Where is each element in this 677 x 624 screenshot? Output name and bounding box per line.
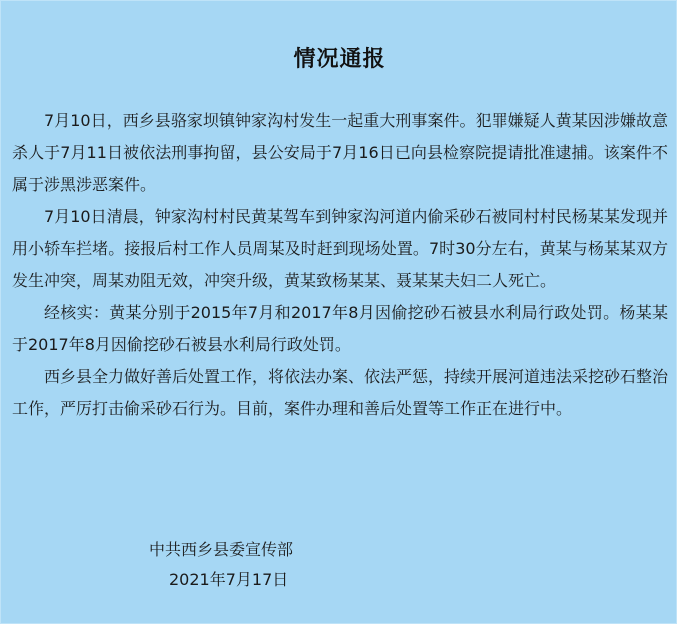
paragraph-case-summary: 7月10日，西乡县骆家坝镇钟家沟村发生一起重大刑事案件。犯罪嫌疑人黄某因涉嫌故意杀人于7月11日被依法刑事拘留，县公安局于7月16日已向县检察院提请批准逮捕。该案件不属于涉黑涉恶案件。	[12, 111, 668, 194]
paragraph-verification: 经核实：黄某分别于2015年7月和2017年8月因偷挖砂石被县水利局行政处罚。杨某某于2017年8月因偷挖砂石被县水利局行政处罚。	[12, 303, 668, 354]
notice-title: 情况通报	[293, 47, 386, 72]
paragraph-incident-details: 7月10日清晨，钟家沟村村民黄某驾车到钟家沟河道内偷采砂石被同村村民杨某某发现并用小轿车拦堵。接报后村工作人员周某及时赶到现场处置。7时30分左右，黄某与杨某某双方发生冲突，周某劝阻无效，冲突升级，黄某致杨某某、聂某某夫妇二人死亡。	[12, 207, 668, 290]
issuer-name: 中共西乡县委宣传部	[149, 540, 294, 559]
issue-date: 2021年7月17日	[169, 570, 289, 589]
notice-body	[12, 105, 668, 425]
paragraph-follow-up: 西乡县全力做好善后处置工作，将依法办案、依法严惩，持续开展河道违法采挖砂石整治工作，严厉打击偷采砂石行为。目前，案件办理和善后处置等工作正在进行中。	[12, 367, 669, 418]
